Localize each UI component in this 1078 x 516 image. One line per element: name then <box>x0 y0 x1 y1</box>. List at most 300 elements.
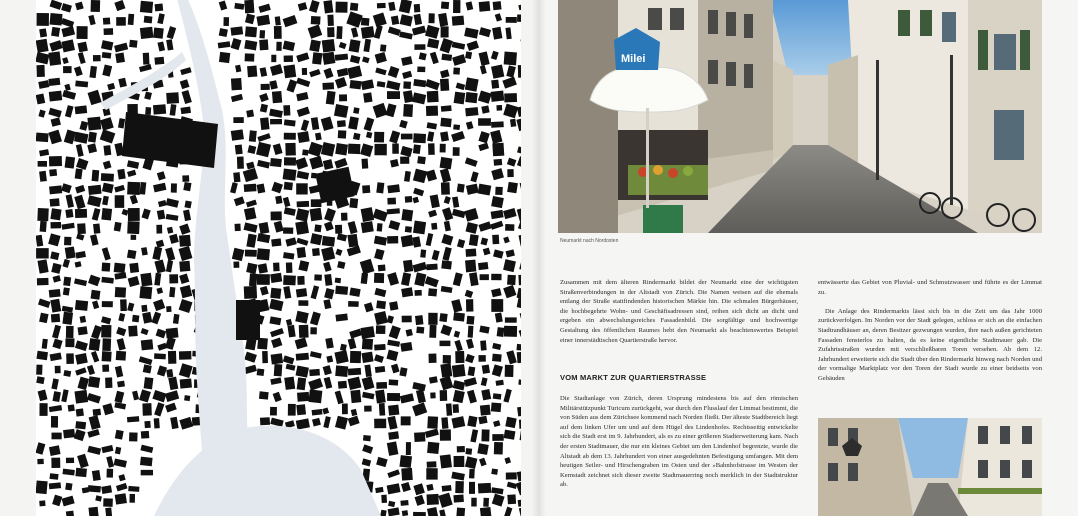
building-footprint <box>494 442 503 454</box>
building-footprint <box>494 159 503 166</box>
building-footprint <box>129 494 135 503</box>
building-footprint <box>350 390 361 403</box>
building-footprint <box>74 390 88 404</box>
building-footprint <box>88 185 102 195</box>
building-footprint <box>51 458 60 468</box>
building-footprint <box>93 223 100 233</box>
building-footprint <box>262 351 268 363</box>
building-footprint <box>350 3 358 11</box>
building-footprint <box>405 196 413 203</box>
building-footprint <box>491 274 501 281</box>
building-footprint <box>144 377 154 389</box>
building-footprint <box>492 143 504 157</box>
building-footprint <box>413 144 421 154</box>
building-footprint <box>275 16 281 25</box>
building-footprint <box>144 16 153 24</box>
building-footprint <box>465 77 479 91</box>
building-footprint <box>392 143 399 153</box>
building-footprint <box>518 65 521 78</box>
section-heading: VOM MARKT ZUR QUARTIERSTRASSE <box>560 373 707 382</box>
building-footprint <box>66 353 74 364</box>
building-footprint <box>115 195 125 208</box>
building-footprint <box>283 227 293 234</box>
photo-caption: Neumarkt nach Nordosten <box>560 238 619 244</box>
building-footprint <box>40 221 47 232</box>
building-footprint <box>77 42 87 53</box>
building-footprint <box>314 274 322 280</box>
building-footprint <box>297 392 309 402</box>
building-footprint <box>427 416 438 429</box>
building-footprint <box>244 286 257 299</box>
building-footprint <box>284 55 293 62</box>
building-footprint <box>403 81 411 89</box>
building-footprint <box>115 287 126 298</box>
building-footprint <box>311 16 321 25</box>
column2-paragraph-1: entwässerte das Gebiet von Pluvial- und Schmutzwasser und führte es der Limmat zu. <box>818 279 1042 296</box>
building-footprint <box>75 168 83 179</box>
building-footprint <box>518 379 521 385</box>
building-footprint <box>348 301 359 307</box>
building-footprint <box>376 382 387 389</box>
building-footprint <box>127 182 140 195</box>
building-footprint <box>296 208 310 221</box>
building-footprint <box>428 143 435 155</box>
building-footprint <box>414 432 425 442</box>
building-footprint <box>36 39 49 53</box>
building-footprint <box>39 28 47 37</box>
building-footprint <box>349 39 361 52</box>
building-footprint <box>471 498 476 507</box>
building-footprint <box>427 91 439 103</box>
building-footprint <box>284 182 293 191</box>
building-footprint <box>455 481 464 493</box>
building-footprint <box>326 91 336 105</box>
building-footprint <box>427 494 439 505</box>
building-footprint <box>39 500 45 506</box>
building-footprint <box>416 327 424 334</box>
building-footprint <box>274 26 282 39</box>
building-footprint <box>270 158 282 167</box>
building-footprint <box>415 315 423 325</box>
building-footprint <box>105 377 112 388</box>
building-footprint <box>75 209 87 218</box>
building-footprint <box>337 120 346 127</box>
building-footprint <box>381 495 387 503</box>
building-footprint <box>465 92 477 103</box>
building-footprint <box>400 157 409 164</box>
building-footprint <box>63 66 72 73</box>
building-footprint <box>417 156 426 164</box>
building-footprint <box>143 364 152 373</box>
building-footprint <box>117 169 125 180</box>
building-footprint <box>324 274 332 286</box>
building-footprint <box>92 170 100 182</box>
building-footprint <box>387 198 396 205</box>
building-footprint <box>376 300 386 309</box>
building-footprint <box>492 434 503 441</box>
building-footprint <box>129 40 137 48</box>
building-footprint <box>139 286 152 299</box>
building-footprint <box>312 248 320 256</box>
building-footprint <box>128 486 139 492</box>
section-text-block <box>560 394 798 490</box>
building-footprint <box>504 52 517 66</box>
building-footprint <box>452 364 466 377</box>
building-footprint <box>406 442 411 455</box>
building-footprint <box>49 91 62 102</box>
building-footprint <box>259 39 268 50</box>
building-footprint <box>284 157 296 165</box>
building-footprint <box>88 132 97 143</box>
building-footprint <box>154 353 166 359</box>
building-footprint <box>128 326 138 337</box>
building-footprint <box>505 365 514 377</box>
building-footprint <box>517 14 521 22</box>
building-footprint <box>230 26 243 35</box>
building-footprint <box>36 376 44 384</box>
building-footprint <box>453 147 460 156</box>
building-footprint <box>114 263 126 274</box>
building-footprint <box>36 132 49 142</box>
column2-paragraph-2: Die Anlage des Rindermarkts lässt sich bis in die Zeit um das Jahr 1000 zurückverfolgen. Im Norden vor der Stadt gelegen, schloss er sich an die einfachen Stadtrandhäuser an, deren Besitzer gezwungen wurden, ihre nach außen gerichteten Fassaden fensterlos zu halten, da es keine eigentliche Stadtmauer gab. Die Zufahrtsstraßen wurden mit verschließbaren Toren versehen. Ab dem 12. Jahrhundert erweiterte sich die Stadt über den Rindermarkt hinweg nach Norden und der vormalige Marktplatz vor den Toren der Stadt wurde zu einer beidseits von Gebäuden <box>818 307 1042 382</box>
building-footprint <box>492 354 502 362</box>
building-footprint <box>507 275 516 285</box>
building-footprint <box>140 273 152 287</box>
building-footprint <box>48 51 61 65</box>
building-footprint <box>327 27 334 37</box>
building-footprint <box>374 344 386 350</box>
building-footprint <box>376 182 384 193</box>
building-footprint <box>348 144 360 154</box>
building-footprint <box>478 262 488 270</box>
building-footprint <box>441 105 452 112</box>
building-footprint <box>179 261 190 272</box>
building-footprint <box>361 352 373 363</box>
building-footprint <box>401 235 414 247</box>
building-footprint <box>505 317 517 322</box>
building-footprint <box>399 455 412 468</box>
building-footprint <box>440 131 449 141</box>
building-footprint <box>465 107 478 116</box>
building-footprint <box>103 145 111 155</box>
building-footprint <box>38 161 47 167</box>
building-footprint <box>36 480 48 494</box>
building-footprint <box>457 446 465 452</box>
building-footprint <box>362 338 373 349</box>
building-footprint <box>77 223 86 234</box>
building-footprint <box>335 286 348 295</box>
building-footprint <box>49 482 61 489</box>
building-footprint <box>231 78 242 90</box>
building-footprint <box>507 182 518 193</box>
building-footprint <box>465 260 476 273</box>
building-footprint <box>296 353 309 361</box>
building-footprint <box>62 312 73 325</box>
building-footprint <box>140 457 153 467</box>
building-footprint <box>166 306 171 312</box>
building-footprint <box>233 117 243 123</box>
building-footprint <box>374 419 386 429</box>
building-footprint <box>51 416 58 428</box>
building-footprint <box>491 468 498 474</box>
building-footprint <box>510 119 516 127</box>
building-footprint <box>145 107 151 115</box>
building-footprint <box>481 429 489 441</box>
building-footprint <box>363 435 371 441</box>
building-footprint <box>50 198 60 206</box>
building-footprint <box>89 338 101 351</box>
building-footprint <box>297 131 309 143</box>
building-footprint <box>414 290 421 296</box>
building-footprint <box>505 417 516 428</box>
building-footprint <box>491 299 503 312</box>
building-footprint <box>441 182 450 195</box>
building-footprint <box>233 261 239 267</box>
building-footprint <box>440 118 451 128</box>
building-footprint <box>75 300 88 311</box>
building-footprint <box>322 236 335 247</box>
building-footprint <box>491 121 504 127</box>
building-footprint <box>440 390 448 401</box>
building-footprint <box>271 55 276 62</box>
building-footprint <box>88 376 100 388</box>
building-footprint <box>260 417 270 425</box>
building-footprint <box>36 65 44 77</box>
building-footprint <box>309 40 321 53</box>
building-footprint <box>457 183 465 192</box>
building-footprint <box>75 468 87 477</box>
building-footprint <box>181 107 191 115</box>
building-footprint <box>68 404 75 411</box>
building-footprint <box>223 17 229 26</box>
building-footprint <box>310 233 322 245</box>
building-footprint <box>257 248 270 260</box>
building-footprint <box>402 510 408 516</box>
building-footprint <box>127 250 137 259</box>
building-footprint <box>391 15 399 25</box>
building-footprint <box>244 0 254 13</box>
building-footprint <box>401 416 411 425</box>
building-footprint <box>116 351 126 361</box>
building-footprint <box>259 222 270 234</box>
building-footprint <box>478 118 491 126</box>
building-footprint <box>114 222 122 232</box>
building-footprint <box>275 196 282 205</box>
building-footprint <box>417 67 425 73</box>
building-footprint <box>302 149 308 155</box>
building-footprint <box>442 485 452 492</box>
building-footprint <box>169 274 178 283</box>
building-footprint <box>429 13 435 23</box>
building-footprint <box>120 299 127 311</box>
building-footprint <box>504 93 517 102</box>
building-footprint <box>335 365 348 377</box>
building-footprint <box>37 13 49 26</box>
building-footprint <box>314 224 321 232</box>
building-footprint <box>140 1 153 13</box>
building-footprint <box>131 235 137 240</box>
building-footprint <box>401 468 412 481</box>
building-footprint <box>401 134 413 140</box>
building-footprint <box>440 429 451 440</box>
building-footprint <box>296 288 307 297</box>
building-footprint <box>154 57 164 65</box>
building-footprint <box>480 507 492 516</box>
building-footprint <box>309 369 320 376</box>
building-footprint <box>283 275 296 285</box>
street-photo-neumarkt <box>558 0 1042 233</box>
building-footprint <box>75 105 88 114</box>
building-footprint <box>374 144 386 155</box>
building-footprint <box>63 287 70 295</box>
building-footprint <box>453 124 460 130</box>
building-footprint <box>504 326 517 337</box>
building-footprint <box>456 507 465 516</box>
building-footprint <box>327 15 334 26</box>
book-gutter <box>532 0 546 516</box>
building-footprint <box>341 213 348 221</box>
building-footprint <box>379 403 385 416</box>
building-footprint <box>93 409 101 416</box>
building-footprint <box>322 82 334 89</box>
building-footprint <box>465 51 472 59</box>
building-footprint <box>259 30 265 38</box>
building-footprint <box>49 185 62 194</box>
building-footprint <box>244 207 257 220</box>
building-footprint <box>184 395 190 401</box>
street-photo-drawing <box>558 0 1042 233</box>
building-footprint <box>387 208 400 214</box>
building-footprint <box>274 364 283 376</box>
building-footprint <box>249 273 257 286</box>
building-footprint <box>335 143 348 155</box>
building-footprint <box>128 14 135 25</box>
building-footprint <box>179 235 191 247</box>
building-footprint <box>361 221 374 233</box>
building-footprint <box>504 430 516 440</box>
building-footprint <box>363 92 372 102</box>
building-footprint <box>466 299 473 311</box>
building-footprint <box>271 353 283 364</box>
building-footprint <box>349 198 358 208</box>
building-footprint <box>323 0 333 13</box>
building-footprint <box>101 173 114 181</box>
building-footprint <box>299 325 309 338</box>
building-footprint <box>493 393 502 399</box>
building-footprint <box>477 443 488 455</box>
building-footprint <box>297 276 304 285</box>
building-footprint <box>102 52 112 59</box>
building-footprint <box>105 508 112 516</box>
building-footprint <box>420 249 426 257</box>
building-footprint <box>507 169 513 177</box>
building-footprint <box>64 237 71 246</box>
building-footprint <box>483 498 489 507</box>
building-footprint <box>506 472 517 479</box>
building-footprint <box>414 4 421 13</box>
building-footprint <box>380 44 386 51</box>
building-footprint <box>132 315 139 323</box>
building-footprint <box>322 39 336 53</box>
building-footprint <box>413 133 426 143</box>
building-footprint <box>516 344 521 351</box>
building-footprint <box>66 458 74 464</box>
building-footprint <box>361 18 370 26</box>
building-footprint <box>65 338 74 347</box>
building-footprint <box>140 27 154 39</box>
building-footprint <box>103 18 110 25</box>
building-footprint <box>168 351 176 364</box>
building-footprint <box>260 117 270 130</box>
building-footprint <box>495 187 503 195</box>
building-footprint <box>308 389 322 403</box>
building-footprint <box>141 305 147 312</box>
building-footprint <box>52 433 62 440</box>
building-footprint <box>430 392 435 398</box>
building-footprint <box>335 225 342 234</box>
building-footprint <box>259 391 269 399</box>
building-footprint <box>376 325 386 334</box>
building-footprint <box>49 169 57 176</box>
building-footprint <box>481 105 489 113</box>
building-footprint <box>49 289 61 298</box>
building-footprint <box>402 316 412 323</box>
building-footprint <box>491 80 499 89</box>
building-footprint <box>104 28 114 35</box>
building-footprint <box>431 223 437 230</box>
building-footprint <box>348 368 361 375</box>
building-footprint <box>87 117 101 131</box>
building-footprint <box>288 404 296 416</box>
building-footprint <box>478 483 491 493</box>
building-footprint <box>496 380 504 386</box>
building-footprint <box>219 28 228 37</box>
building-footprint <box>245 26 257 37</box>
building-footprint <box>453 0 460 13</box>
building-footprint <box>361 26 375 39</box>
building-footprint <box>166 92 179 104</box>
building-footprint <box>184 201 191 209</box>
building-footprint <box>493 1 502 10</box>
building-footprint <box>179 351 192 360</box>
building-footprint <box>116 17 126 26</box>
building-footprint <box>246 263 257 274</box>
building-footprint <box>387 91 400 99</box>
building-footprint <box>469 234 479 246</box>
building-footprint <box>478 416 487 424</box>
building-footprint <box>235 144 243 154</box>
building-footprint <box>478 355 485 362</box>
building-footprint <box>273 263 280 272</box>
building-footprint <box>388 431 399 440</box>
building-footprint <box>364 406 372 412</box>
building-footprint <box>413 512 426 516</box>
building-footprint <box>491 196 504 208</box>
building-footprint <box>426 484 433 491</box>
building-footprint <box>480 274 489 280</box>
building-footprint <box>284 133 296 140</box>
building-footprint <box>115 53 125 64</box>
building-footprint <box>36 248 49 258</box>
building-footprint <box>65 156 76 168</box>
building-footprint <box>65 246 76 259</box>
building-footprint <box>453 67 460 74</box>
building-footprint <box>285 143 296 156</box>
small-photo-drawing <box>818 418 1042 516</box>
building-footprint <box>389 301 398 310</box>
building-footprint <box>440 363 452 377</box>
building-footprint <box>338 381 347 389</box>
